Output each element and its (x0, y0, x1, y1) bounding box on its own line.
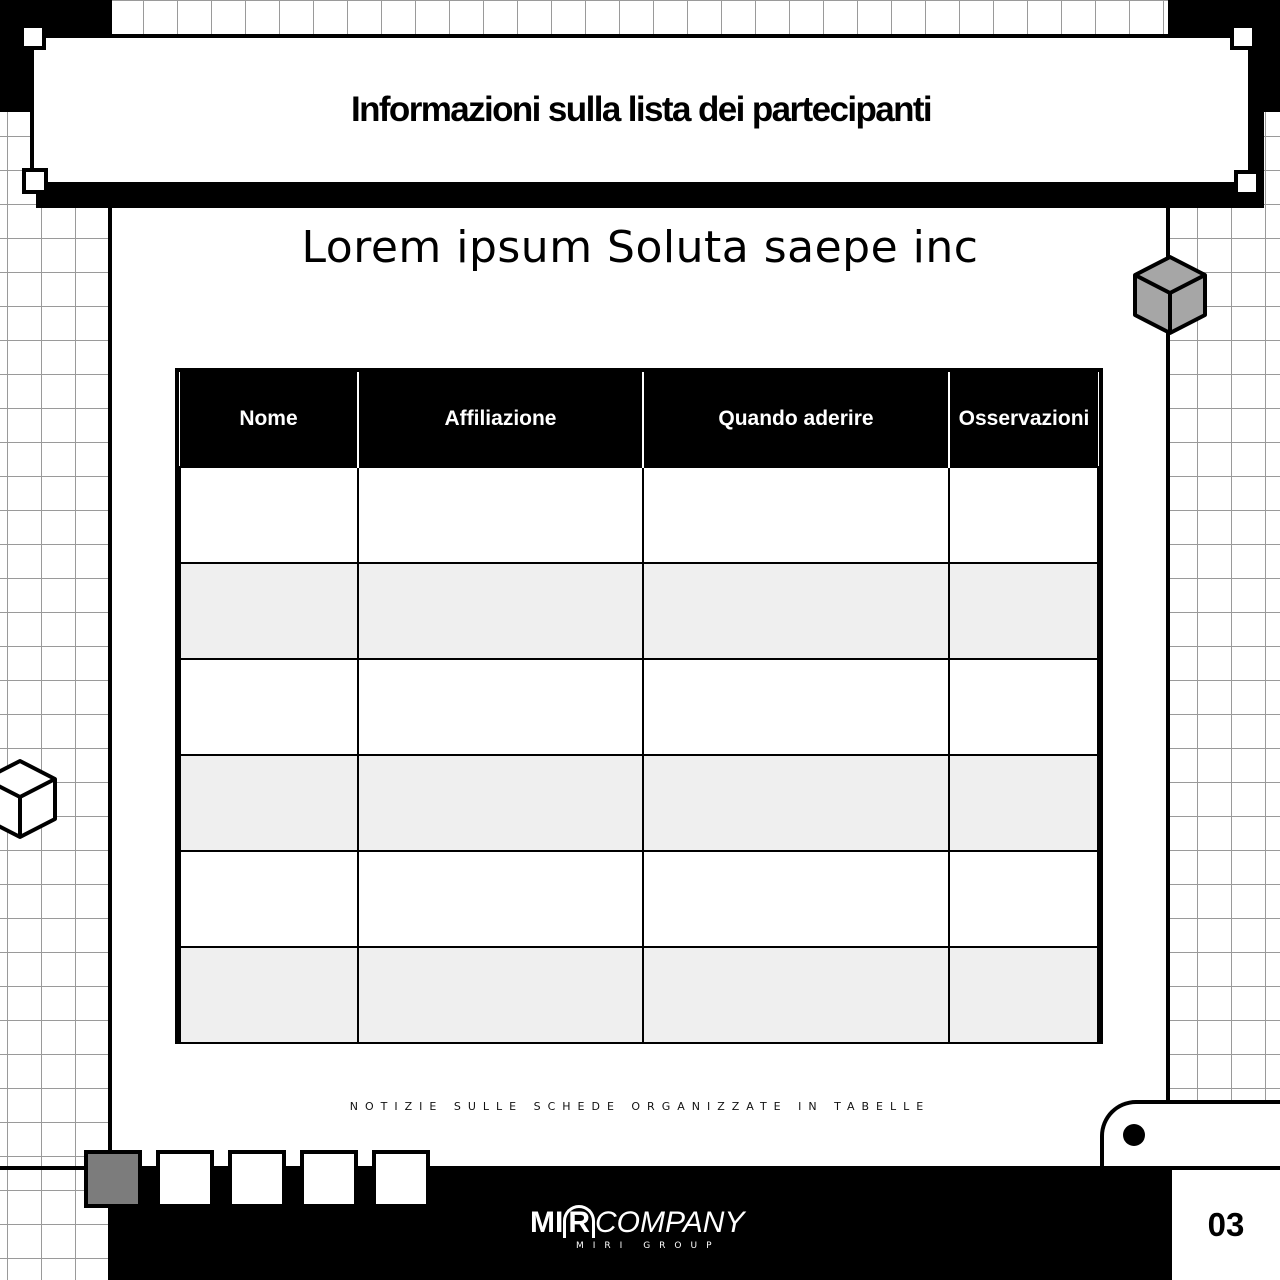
logo-subtitle: MIRI GROUP (576, 1241, 721, 1251)
column-header-affiliazione: Affiliazione (358, 372, 643, 467)
cube-icon-left (0, 758, 58, 840)
header-box (30, 34, 1252, 186)
table-row (180, 851, 1098, 947)
table-cell[interactable] (949, 659, 1098, 755)
header-handle-top-left (20, 24, 46, 50)
company-logo (530, 1204, 750, 1254)
page-number: 03 (1207, 1206, 1245, 1243)
table-cell[interactable] (949, 563, 1098, 659)
table-cell[interactable] (358, 947, 643, 1043)
header-handle-top-right (1230, 24, 1256, 50)
cube-icon-right (1132, 254, 1208, 336)
table-cell[interactable] (180, 563, 358, 659)
table-cell[interactable] (643, 947, 949, 1043)
progress-square (300, 1150, 358, 1208)
table-row (180, 467, 1098, 563)
progress-square-active (84, 1150, 142, 1208)
table-cell[interactable] (358, 851, 643, 947)
table-cell[interactable] (949, 755, 1098, 851)
progress-square (228, 1150, 286, 1208)
table-cell[interactable] (358, 659, 643, 755)
table-cell[interactable] (949, 947, 1098, 1043)
table-cell[interactable] (949, 467, 1098, 563)
table-cell[interactable] (180, 755, 358, 851)
column-header-quando-aderire: Quando aderire (643, 372, 949, 467)
subtitle: Lorem ipsum Soluta saepe inc (301, 222, 979, 273)
table-row (180, 659, 1098, 755)
participants-table (175, 368, 1103, 1044)
progress-square (156, 1150, 214, 1208)
table-cell[interactable] (358, 755, 643, 851)
table-cell[interactable] (643, 755, 949, 851)
table-cell[interactable] (180, 467, 358, 563)
column-header-osservazioni: Osservazioni (949, 372, 1098, 467)
tab-dot (1123, 1124, 1145, 1146)
page-number-box (1172, 1170, 1280, 1280)
header-handle-bottom-left (22, 168, 48, 194)
table-row (180, 755, 1098, 851)
page-title: Informazioni sulla lista dei partecipanti (350, 90, 932, 129)
table-row (180, 563, 1098, 659)
table-header-row (180, 372, 1098, 467)
table-cell[interactable] (358, 563, 643, 659)
table-cell[interactable] (643, 563, 949, 659)
progress-square (372, 1150, 430, 1208)
table-cell[interactable] (180, 947, 358, 1043)
table-cell[interactable] (180, 851, 358, 947)
table-cell[interactable] (643, 851, 949, 947)
column-header-nome: Nome (180, 372, 358, 467)
table-cell[interactable] (949, 851, 1098, 947)
table-row (180, 947, 1098, 1043)
table-cell[interactable] (643, 467, 949, 563)
header-handle-bottom-right (1234, 170, 1260, 196)
table-cell[interactable] (358, 467, 643, 563)
table-cell[interactable] (643, 659, 949, 755)
footer-note: NOTIZIE SULLE SCHEDE ORGANIZZATE IN TABELLE (349, 1100, 931, 1113)
logo-wordmark: MI R COMPANY (530, 1206, 745, 1239)
table-cell[interactable] (180, 659, 358, 755)
